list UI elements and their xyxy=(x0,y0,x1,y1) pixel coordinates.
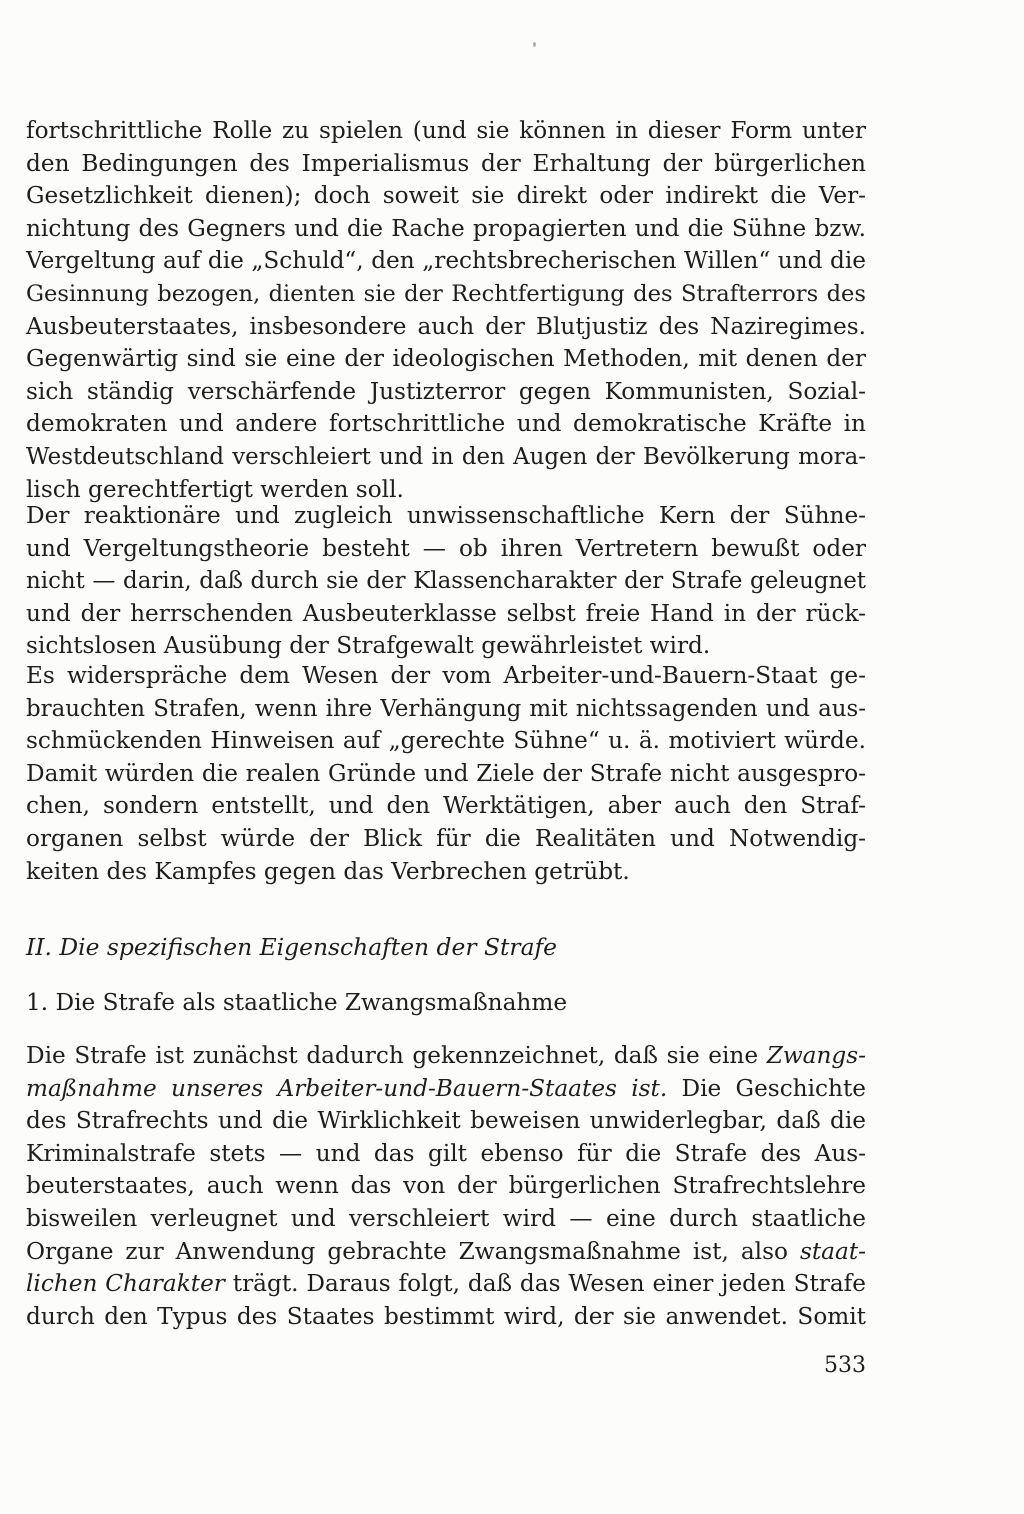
text-line: bisweilen verleugnet und verschleiert wird — eine durch staatliche xyxy=(26,1204,866,1232)
text-line: demokraten und andere fortschrittliche und demokratische Kräfte in xyxy=(26,410,866,438)
emphasis-run: Zwangs- xyxy=(766,1042,866,1069)
text-line: fortschrittliche Rolle zu spielen (und sie können in dieser Form unter xyxy=(26,117,866,144)
paragraph-1 xyxy=(26,115,866,506)
emphasis-run: maßnahme unseres Arbeiter-und-Bauern-Staates ist. xyxy=(26,1074,668,1102)
page-number: 533 xyxy=(824,1353,866,1378)
section-heading: II. Die spezifischen Eigenschaften der Strafe xyxy=(26,933,558,961)
text-line: Der reaktionäre und zugleich unwissenschaftliche Kern der Sühne- xyxy=(26,502,866,529)
emphasis-run: lichen Charakter xyxy=(26,1270,225,1298)
text-line: sich ständig verschärfende Justizterror gegen Kommunisten, Sozial- xyxy=(26,377,866,405)
text-line: den Bedingungen des Imperialismus der Erhaltung der bürgerlichen xyxy=(26,149,866,177)
text-line: Gesinnung bezogen, dienten sie der Rechtfertigung des Strafterrors des xyxy=(26,280,866,307)
text-line: beuterstaates, auch wenn das von der bürgerlichen Strafrechtslehre xyxy=(26,1172,866,1200)
text-line: keiten des Kampfes gegen das Verbrechen getrübt. xyxy=(26,857,630,885)
text-line: schmückenden Hinweisen auf „gerechte Sühne“ u. ä. motiviert würde. xyxy=(26,727,866,755)
text-line: organen selbst würde der Blick für die Realitäten und Notwendig- xyxy=(26,824,866,852)
text-line: und der herrschenden Ausbeuterklasse selbst freie Hand in der rück- xyxy=(26,599,866,627)
text-line: Gesetzlichkeit dienen); doch soweit sie direkt oder indirekt die Ver- xyxy=(26,182,866,210)
text-line: Es widerspräche dem Wesen der vom Arbeiter-und-Bauern-Staat ge- xyxy=(26,662,866,689)
print-speck xyxy=(533,42,536,47)
paragraph-4 xyxy=(26,1040,866,1333)
text-line: nichtung des Gegners und die Rache propagierten und die Sühne bzw. xyxy=(26,214,866,242)
text-run: Die Strafe ist zunächst dadurch gekennzeichnet, daß sie eine xyxy=(26,1042,767,1069)
text-run: trägt. Daraus folgt, daß das Wesen einer jeden Strafe xyxy=(224,1270,866,1298)
text-run: Die Geschichte xyxy=(667,1074,866,1102)
text-line xyxy=(26,1268,866,1301)
text-line: Ausbeuterstaates, insbesondere auch der Blutjustiz des Naziregimes. xyxy=(26,312,866,340)
paragraph-3 xyxy=(26,660,866,888)
text-run: Organe zur Anwendung gebrachte Zwangsmaßnahme ist, also xyxy=(26,1237,800,1265)
emphasis-run: staat- xyxy=(799,1237,866,1265)
text-line xyxy=(26,1040,866,1073)
text-line: sichtslosen Ausübung der Strafgewalt gewährleistet wird. xyxy=(26,632,711,660)
text-line: Westdeutschland verschleiert und in den Augen der Bevölkerung mora- xyxy=(26,443,866,470)
text-line: lisch gerechtfertigt werden soll. xyxy=(26,475,404,503)
text-line: Kriminalstrafe stets — und das gilt ebenso für die Strafe des Aus- xyxy=(26,1139,866,1167)
text-line: des Strafrechts und die Wirklichkeit beweisen unwiderlegbar, daß die xyxy=(26,1107,866,1135)
text-line: Gegenwärtig sind sie eine der ideologischen Methoden, mit denen der xyxy=(26,345,866,373)
text-line: chen, sondern entstellt, und den Werktätigen, aber auch den Straf- xyxy=(26,792,866,820)
text-line: Damit würden die realen Gründe und Ziele der Strafe nicht ausgespro- xyxy=(26,759,866,787)
text-line: brauchten Strafen, wenn ihre Verhängung mit nichtssagenden und aus- xyxy=(26,695,866,722)
subsection-heading: 1. Die Strafe als staatliche Zwangsmaßnahme xyxy=(26,989,568,1016)
text-line xyxy=(26,1236,866,1269)
text-line: durch den Typus des Staates bestimmt wird, der sie anwendet. Somit xyxy=(26,1302,866,1330)
text-line: und Vergeltungstheorie besteht — ob ihren Vertretern bewußt oder xyxy=(26,534,866,562)
text-line: Vergeltung auf die „Schuld“, den „rechtsbrecherischen Willen“ und die xyxy=(26,247,866,275)
text-line: nicht — darin, daß durch sie der Klassencharakter der Strafe geleugnet xyxy=(26,568,866,595)
text-line xyxy=(26,1073,866,1106)
paragraph-2 xyxy=(26,500,866,663)
